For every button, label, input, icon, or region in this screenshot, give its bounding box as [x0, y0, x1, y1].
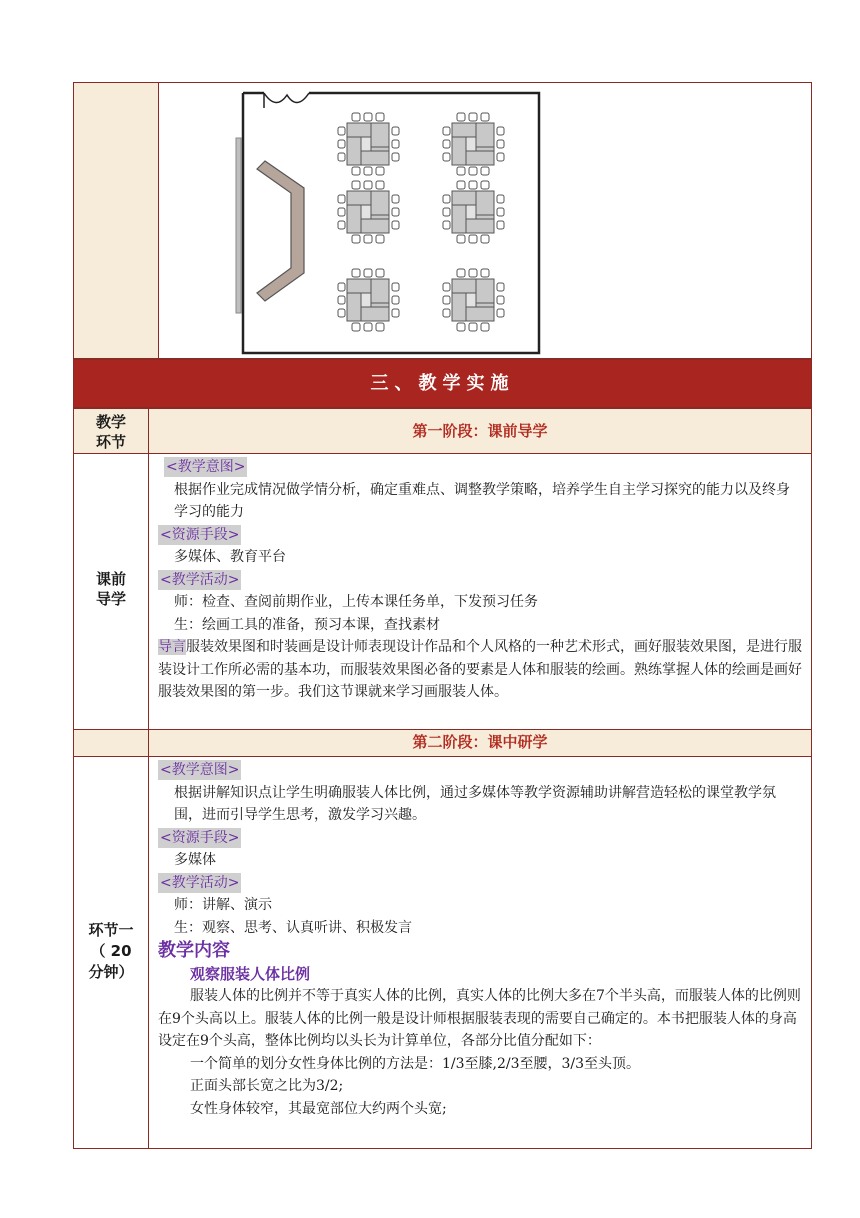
table-group: [338, 113, 399, 175]
layout-figure-cell: [159, 82, 812, 359]
table-group: [443, 113, 504, 175]
stage2-para1: 服装人体的比例并不等于真实人体的比例，真实人体的比例大多在7个半头高，而服装人体的比例则在9个头高以上。服装人体的比例一般是设计师根据服装表现的需要自己确定的。本书把服装人体的身高设定在9个头高，整体比例均以头长为计算单位，各部分比值分配如下：: [158, 988, 801, 1049]
stage2-resource-text: 多媒体: [174, 852, 216, 868]
lesson-plan-table: [73, 82, 812, 1149]
table-group: [443, 269, 504, 331]
stage2-line3: 女性身体较窄，其最宽部位大约两个头宽;: [190, 1100, 447, 1117]
stage1-title-row: [73, 408, 812, 454]
stage1-resource-text: 多媒体、教育平台: [174, 549, 286, 565]
table-group: [338, 181, 399, 243]
stage2-student-text: 生：观察、思考、认真听讲、积极发言: [174, 919, 412, 936]
stage1-student-text: 生：绘画工具的准备，预习本课，查找素材: [174, 616, 440, 633]
stage2-label: 环节一 （ 20 分钟）: [73, 757, 149, 1149]
classroom-seating-diagram: [159, 83, 811, 358]
column-header-label: 教学 环节: [73, 408, 149, 454]
stage2-intent-text: 根据讲解知识点让学生明确服装人体比例，通过多媒体等教学资源辅助讲解营造轻松的课堂教学氛围，进而引导学生思考，激发学习兴趣。: [174, 784, 776, 823]
stage2-teacher-text: 师：讲解、演示: [174, 897, 272, 913]
stage1-intro-text: 服装效果图和时装画是设计师表现设计作品和个人风格的一种艺术形式，画好服装效果图，是进行服装设计工作所必需的基本功，而服装效果图必备的要素是人体和服装的绘画。熟练掌握人体的绘画是画好服装效果图的第一步。我们这节课就来学习画服装人体。: [158, 639, 802, 700]
stage1-label: 课前 导学: [73, 454, 149, 730]
stage2-line2: 正面头部长宽之比为3/2;: [190, 1078, 344, 1094]
stage1-intro-tag: 导言: [158, 639, 186, 655]
stage1-intent-text: 根据作业完成情况做学情分析，确定重难点、调整教学策略，培养学生自主学习探究的能力以及终身学习的能力: [174, 481, 790, 520]
stage2-line1: 一个简单的划分女性身体比例的方法是：1/3至膝,2/3至腰，3/3至头顶。: [190, 1055, 641, 1072]
stage1-content-row: [73, 454, 812, 730]
layout-label-cell: [73, 82, 159, 359]
stage1-content-cell: [149, 454, 812, 730]
classroom-layout-row: [73, 82, 812, 359]
table-group: [443, 181, 504, 243]
stage2-resource-tag: <资源手段>: [160, 829, 240, 846]
stage1-resource-tag: <资源手段>: [160, 526, 240, 543]
stage2-activity-tag: <教学活动>: [160, 874, 240, 891]
stage2-content-title: 教学内容: [158, 940, 230, 961]
stage2-content: [158, 759, 803, 1120]
table-group: [338, 269, 399, 331]
stage1-title: 第一阶段：课前导学: [149, 408, 812, 454]
stage2-content-subtitle: 观察服装人体比例: [190, 965, 311, 983]
stage1-activity-tag: <教学活动>: [160, 571, 240, 588]
stage2-title-label-cell: [73, 730, 149, 757]
section-header: 三、教学实施: [73, 359, 812, 408]
stage1-intent-tag: <教学意图>: [166, 459, 246, 475]
stage2-content-cell: [149, 757, 812, 1149]
stage1-teacher-text: 师：检查、查阅前期作业，上传本课任务单，下发预习任务: [174, 594, 538, 610]
stage1-content: [158, 456, 803, 704]
stage2-intent-tag: <教学意图>: [160, 762, 240, 778]
stage2-content-row: [73, 757, 812, 1149]
stage2-title: 第二阶段：课中研学: [149, 730, 812, 757]
stage2-title-row: [73, 730, 812, 757]
